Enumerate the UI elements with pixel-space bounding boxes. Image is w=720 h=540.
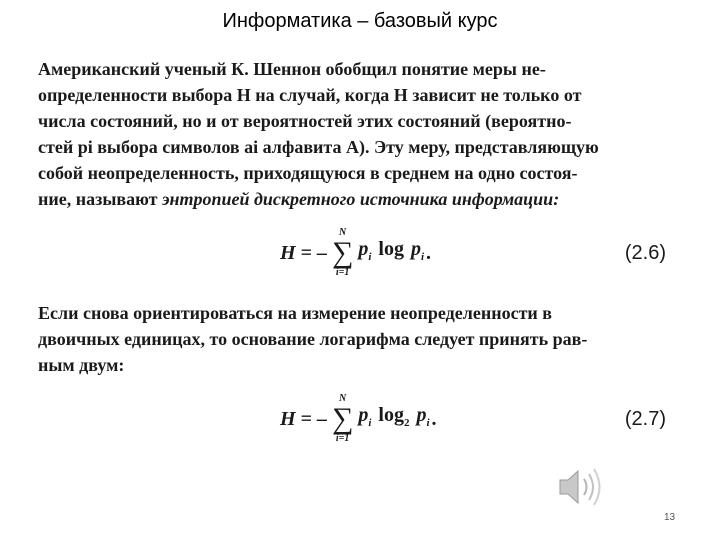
formula-expression bbox=[280, 394, 437, 444]
entropy-term: энтропией дискретного источника информации: bbox=[161, 189, 560, 209]
log-argument: $p_i$ bbox=[416, 404, 430, 429]
page-number: 13 bbox=[664, 512, 676, 523]
text-line: стей pi выбора символов ai алфавита A). Эту меру, представляющую bbox=[38, 137, 599, 157]
formula-entropy-binary bbox=[38, 390, 678, 450]
sigma-symbol: ∑ bbox=[331, 236, 354, 269]
formula-lhs: H = – bbox=[280, 408, 327, 430]
text-line bbox=[38, 186, 678, 212]
speaker-icon-graphic bbox=[556, 462, 616, 512]
summation-sign bbox=[332, 228, 353, 278]
formula-end: . bbox=[431, 408, 437, 430]
log-operator: $\log_2$ bbox=[378, 404, 410, 429]
text-line-start: ние, называют bbox=[38, 189, 162, 209]
sum-upper-limit: N bbox=[339, 393, 347, 404]
speaker-icon[interactable] bbox=[556, 462, 616, 512]
slide-title: Информатика – базовый курс bbox=[222, 10, 498, 32]
equation-number: (2.7) bbox=[624, 408, 666, 430]
paragraph-binary bbox=[38, 300, 678, 378]
text-line: Американский ученый К. Шеннон обобщил понятие меры не- bbox=[38, 59, 546, 79]
summation-sign bbox=[332, 394, 353, 444]
sum-upper-limit: N bbox=[339, 227, 347, 238]
sum-lower-limit: i=1 bbox=[335, 267, 350, 278]
text-line: Если снова ориентироваться на измерение неопределенности в bbox=[38, 303, 553, 323]
formula-entropy bbox=[38, 224, 678, 284]
text-line: ным двум: bbox=[38, 355, 125, 375]
sigma-symbol: ∑ bbox=[331, 402, 354, 435]
equation-number: (2.6) bbox=[624, 242, 666, 264]
formula-lhs: H = – bbox=[280, 242, 327, 264]
text-line: собой неопределенность, приходящуюся в среднем на одно состоя- bbox=[38, 163, 578, 183]
text-line: числа состояний, но и от вероятностей этих состояний (вероятно- bbox=[38, 111, 572, 131]
formula-end: . bbox=[426, 242, 432, 264]
book-page bbox=[38, 56, 678, 466]
term-variable: $p_i$ bbox=[358, 404, 372, 429]
paragraph-shannon bbox=[38, 56, 678, 212]
sum-lower-limit: i=1 bbox=[335, 433, 350, 444]
text-line: двоичных единицах, то основание логарифма следует принять рав- bbox=[38, 329, 588, 349]
log-operator: log bbox=[378, 238, 404, 260]
formula-expression bbox=[280, 228, 431, 278]
term-variable: $p_i$ bbox=[358, 238, 372, 263]
log-argument: $p_i$ bbox=[410, 238, 425, 263]
text-line: определенности выбора H на случай, когда H зависит не только от bbox=[38, 85, 582, 105]
